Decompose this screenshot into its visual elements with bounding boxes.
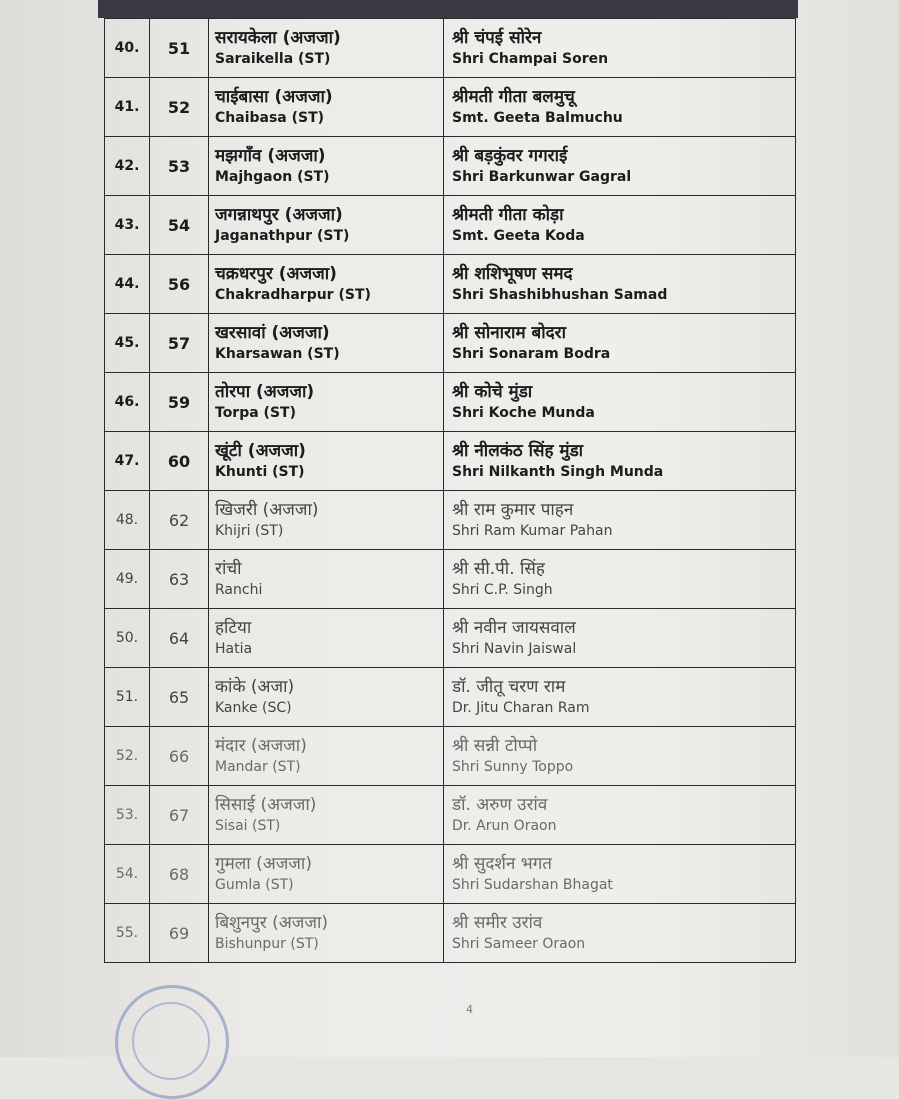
serial-number: 41. — [105, 78, 150, 137]
constituency-number: 62 — [150, 491, 209, 550]
table-row — [105, 845, 796, 904]
candidate-cell — [444, 491, 796, 550]
constituency-number: 51 — [150, 19, 209, 78]
candidate-cell — [444, 550, 796, 609]
constituency-number: 59 — [150, 373, 209, 432]
candidate-hindi: श्री कोचे मुंडा — [452, 382, 533, 402]
constituency-number: 54 — [150, 196, 209, 255]
candidate-cell — [444, 668, 796, 727]
constituency-number: 57 — [150, 314, 209, 373]
candidate-english: Dr. Jitu Charan Ram — [452, 700, 590, 716]
constituency-hindi: खूंटी (अजजा) — [215, 441, 306, 461]
table-row — [105, 78, 796, 137]
constituency-hindi: बिशुनपुर (अजजा) — [215, 913, 329, 933]
candidate-english: Shri Champai Soren — [452, 51, 609, 67]
constituency-cell — [209, 845, 444, 904]
candidate-english: Smt. Geeta Koda — [452, 228, 585, 244]
candidate-cell — [444, 78, 796, 137]
constituency-english: Chakradharpur (ST) — [215, 287, 371, 303]
serial-number: 51. — [105, 668, 150, 727]
candidate-cell — [444, 255, 796, 314]
candidate-cell — [444, 196, 796, 255]
constituency-cell — [209, 491, 444, 550]
serial-number: 55. — [105, 904, 150, 963]
candidate-cell — [444, 19, 796, 78]
constituency-number: 66 — [150, 727, 209, 786]
candidate-hindi: श्री सुदर्शन भगत — [452, 854, 552, 874]
constituency-hindi: सरायकेला (अजजा) — [215, 28, 341, 48]
constituency-cell — [209, 609, 444, 668]
candidate-cell — [444, 727, 796, 786]
candidate-cell — [444, 786, 796, 845]
constituency-number: 64 — [150, 609, 209, 668]
constituency-cell — [209, 255, 444, 314]
candidate-hindi: श्री शशिभूषण समद — [452, 264, 573, 284]
constituency-hindi: जगन्नाथपुर (अजजा) — [215, 205, 343, 225]
table-row — [105, 491, 796, 550]
candidate-hindi: श्रीमती गीता बलमुचू — [452, 87, 575, 107]
constituency-cell — [209, 668, 444, 727]
constituency-english: Majhgaon (ST) — [215, 169, 330, 185]
serial-number: 48. — [105, 491, 150, 550]
candidate-cell — [444, 904, 796, 963]
serial-number: 52. — [105, 727, 150, 786]
page-number: 4 — [466, 1003, 473, 1016]
constituency-english: Jaganathpur (ST) — [215, 228, 350, 244]
table-row — [105, 550, 796, 609]
constituency-hindi: गुमला (अजजा) — [215, 854, 312, 874]
table-row — [105, 19, 796, 78]
table-row — [105, 137, 796, 196]
constituency-number: 68 — [150, 845, 209, 904]
constituency-number: 56 — [150, 255, 209, 314]
candidate-cell — [444, 609, 796, 668]
constituency-cell — [209, 727, 444, 786]
candidate-english: Shri Shashibhushan Samad — [452, 287, 668, 303]
candidate-english: Dr. Arun Oraon — [452, 818, 557, 834]
table-row — [105, 668, 796, 727]
candidate-cell — [444, 373, 796, 432]
constituency-english: Saraikella (ST) — [215, 51, 331, 67]
constituency-cell — [209, 78, 444, 137]
serial-number: 46. — [105, 373, 150, 432]
constituency-number: 63 — [150, 550, 209, 609]
candidate-english: Shri Sonaram Bodra — [452, 346, 611, 362]
table-row — [105, 904, 796, 963]
constituency-hindi: रांची — [215, 559, 242, 579]
candidate-hindi: श्री सी.पी. सिंह — [452, 559, 545, 579]
candidate-hindi: श्रीमती गीता कोड़ा — [452, 205, 564, 225]
candidate-english: Shri C.P. Singh — [452, 582, 553, 598]
table-row — [105, 727, 796, 786]
constituency-hindi: चाईबासा (अजजा) — [215, 87, 333, 107]
candidate-hindi: श्री राम कुमार पाहन — [452, 500, 574, 520]
constituency-cell — [209, 786, 444, 845]
candidate-hindi: श्री समीर उरांव — [452, 913, 543, 933]
candidate-english: Shri Sudarshan Bhagat — [452, 877, 613, 893]
candidate-hindi: श्री सन्नी टोप्पो — [452, 736, 538, 756]
constituency-hindi: हटिया — [215, 618, 252, 638]
table-row — [105, 196, 796, 255]
constituency-hindi: चक्रधरपुर (अजजा) — [215, 264, 337, 284]
candidate-list-table — [104, 18, 796, 963]
constituency-english: Chaibasa (ST) — [215, 110, 325, 126]
constituency-number: 53 — [150, 137, 209, 196]
constituency-cell — [209, 137, 444, 196]
serial-number: 45. — [105, 314, 150, 373]
constituency-english: Bishunpur (ST) — [215, 936, 319, 952]
candidate-hindi: श्री नीलकंठ सिंह मुंडा — [452, 441, 584, 461]
constituency-hindi: कांके (अजा) — [215, 677, 295, 697]
official-seal — [115, 985, 229, 1099]
constituency-english: Hatia — [215, 641, 253, 657]
serial-number: 43. — [105, 196, 150, 255]
constituency-cell — [209, 550, 444, 609]
candidate-cell — [444, 137, 796, 196]
table-row — [105, 432, 796, 491]
candidate-hindi: श्री बड़कुंवर गगराई — [452, 146, 568, 166]
constituency-hindi: खिजरी (अजजा) — [215, 500, 319, 520]
constituency-english: Khunti (ST) — [215, 464, 305, 480]
serial-number: 40. — [105, 19, 150, 78]
constituency-number: 65 — [150, 668, 209, 727]
constituency-english: Torpa (ST) — [215, 405, 296, 421]
candidate-hindi: श्री सोनाराम बोदरा — [452, 323, 567, 343]
table-row — [105, 314, 796, 373]
candidate-hindi: श्री चंपई सोरेन — [452, 28, 542, 48]
constituency-english: Gumla (ST) — [215, 877, 294, 893]
candidate-english: Shri Koche Munda — [452, 405, 595, 421]
constituency-number: 52 — [150, 78, 209, 137]
serial-number: 49. — [105, 550, 150, 609]
candidate-english: Shri Ram Kumar Pahan — [452, 523, 613, 539]
candidate-english: Smt. Geeta Balmuchu — [452, 110, 623, 126]
constituency-hindi: खरसावां (अजजा) — [215, 323, 330, 343]
constituency-cell — [209, 373, 444, 432]
constituency-english: Mandar (ST) — [215, 759, 301, 775]
candidate-hindi: डॉ. अरुण उरांव — [452, 795, 548, 815]
table-header-strip — [98, 0, 798, 18]
candidate-cell — [444, 314, 796, 373]
constituency-english: Kharsawan (ST) — [215, 346, 340, 362]
table-row — [105, 786, 796, 845]
constituency-cell — [209, 314, 444, 373]
candidate-hindi: श्री नवीन जायसवाल — [452, 618, 576, 638]
constituency-number: 67 — [150, 786, 209, 845]
constituency-cell — [209, 904, 444, 963]
constituency-english: Khijri (ST) — [215, 523, 284, 539]
serial-number: 44. — [105, 255, 150, 314]
constituency-hindi: सिसाई (अजजा) — [215, 795, 317, 815]
constituency-hindi: मझगाँव (अजजा) — [215, 146, 326, 166]
serial-number: 53. — [105, 786, 150, 845]
constituency-cell — [209, 196, 444, 255]
table-row — [105, 373, 796, 432]
constituency-number: 69 — [150, 904, 209, 963]
serial-number: 54. — [105, 845, 150, 904]
candidate-cell — [444, 432, 796, 491]
constituency-cell — [209, 432, 444, 491]
constituency-english: Ranchi — [215, 582, 263, 598]
candidate-english: Shri Navin Jaiswal — [452, 641, 577, 657]
table-row — [105, 255, 796, 314]
serial-number: 47. — [105, 432, 150, 491]
table-row — [105, 609, 796, 668]
constituency-hindi: तोरपा (अजजा) — [215, 382, 315, 402]
constituency-english: Kanke (SC) — [215, 700, 292, 716]
candidate-hindi: डॉ. जीतू चरण राम — [452, 677, 566, 697]
serial-number: 50. — [105, 609, 150, 668]
constituency-cell — [209, 19, 444, 78]
constituency-hindi: मंदार (अजजा) — [215, 736, 307, 756]
candidate-cell — [444, 845, 796, 904]
constituency-number: 60 — [150, 432, 209, 491]
candidate-english: Shri Sameer Oraon — [452, 936, 586, 952]
candidate-english: Shri Barkunwar Gagral — [452, 169, 632, 185]
candidate-english: Shri Nilkanth Singh Munda — [452, 464, 664, 480]
candidate-english: Shri Sunny Toppo — [452, 759, 574, 775]
serial-number: 42. — [105, 137, 150, 196]
constituency-english: Sisai (ST) — [215, 818, 281, 834]
